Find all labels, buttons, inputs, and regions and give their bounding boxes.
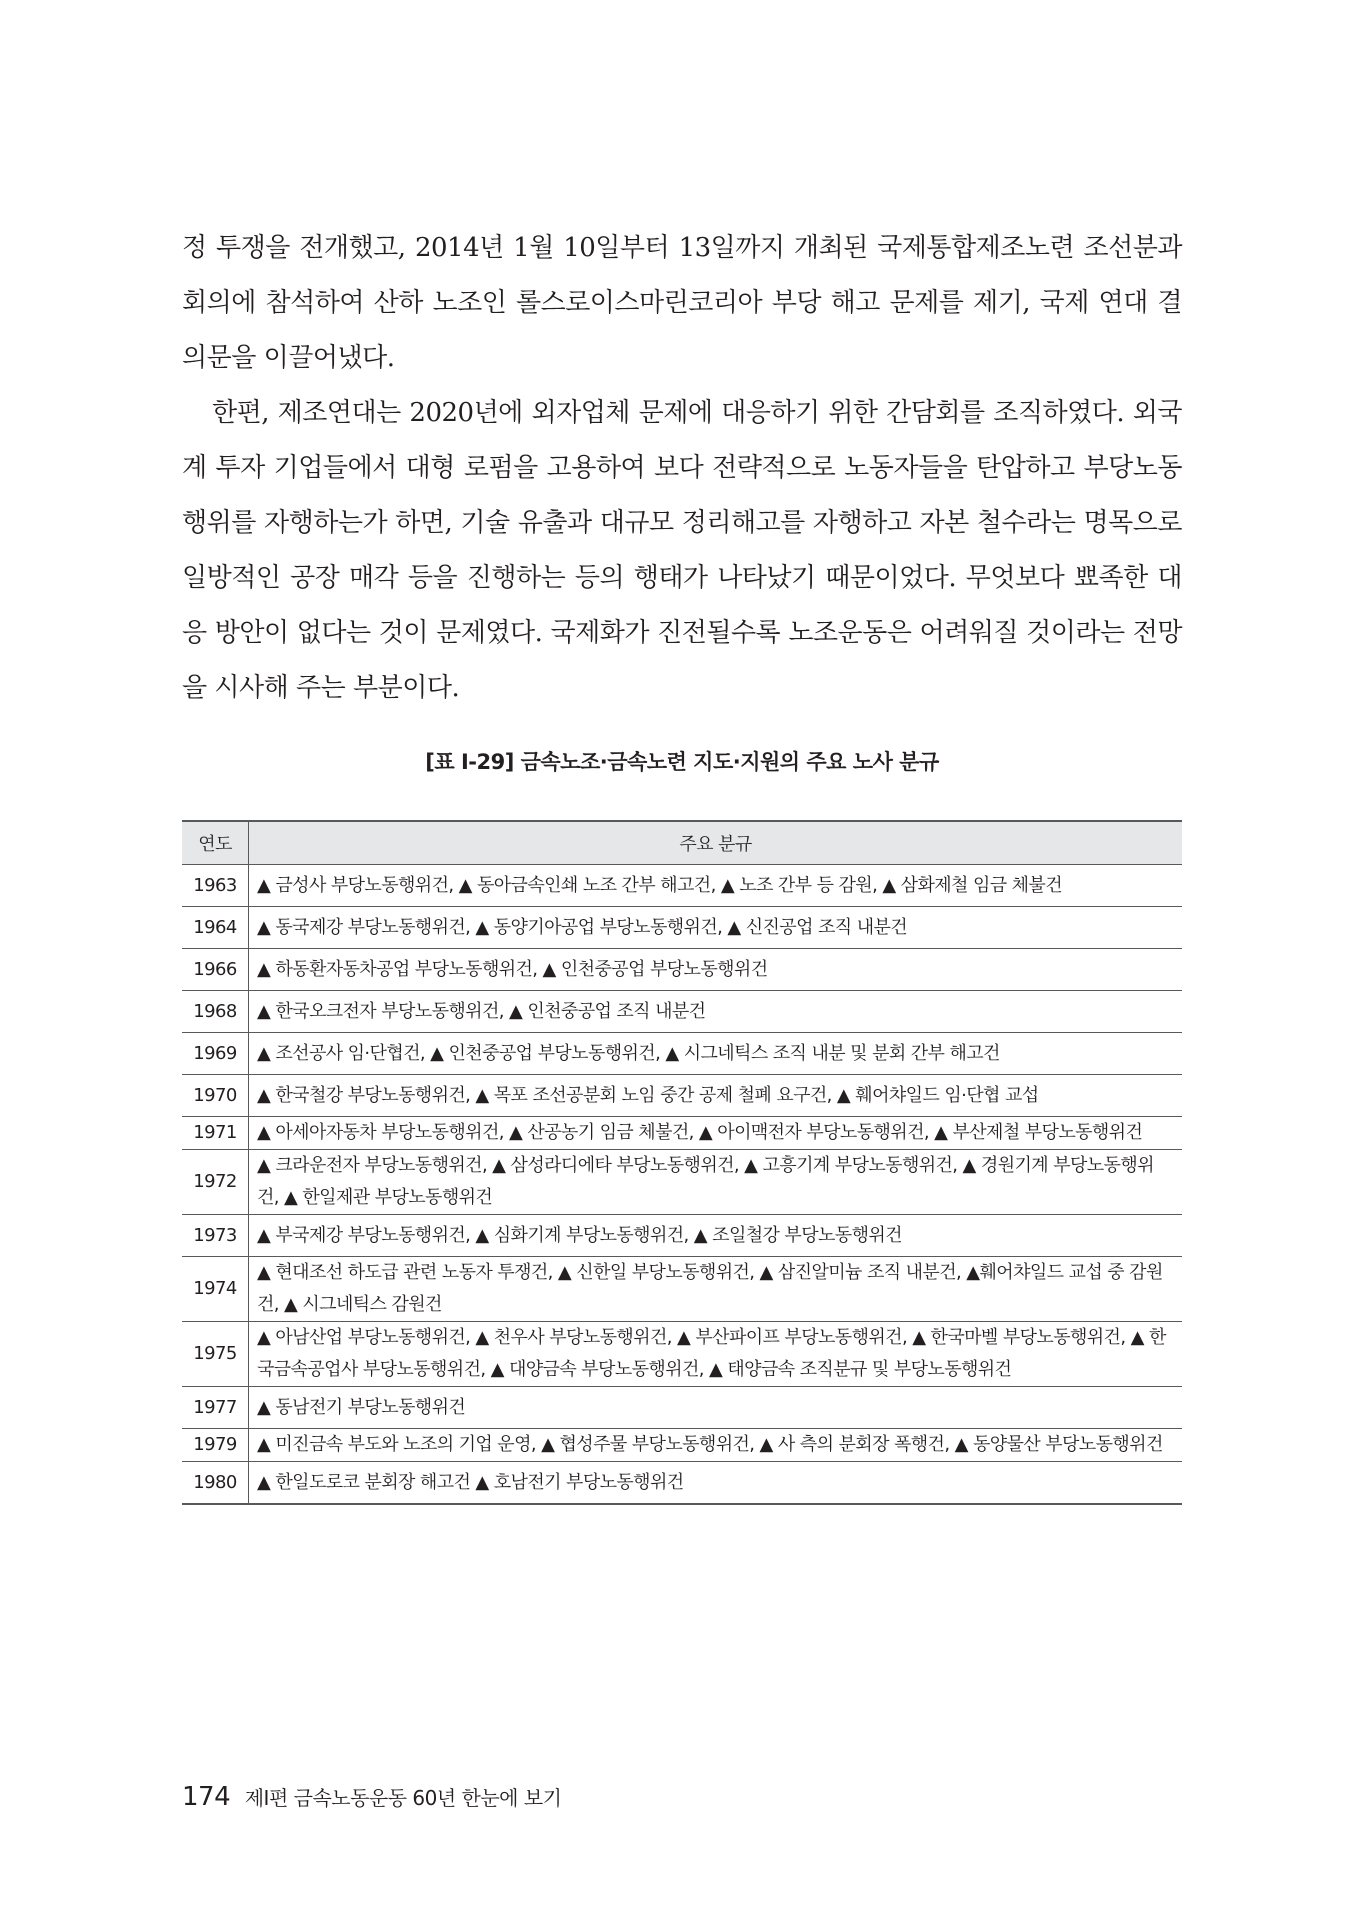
row-year: 1980 xyxy=(182,1462,249,1505)
row-disputes: ▲ 한일도로코 분회장 해고건 ▲ 호남전기 부당노동행위건 xyxy=(249,1462,1183,1505)
chapter-title: 제Ⅰ편 금속노동운동 60년 한눈에 보기 xyxy=(244,1786,562,1810)
row-disputes: ▲ 부국제강 부당노동행위건, ▲ 심화기계 부당노동행위건, ▲ 조일철강 부당노동행위건 xyxy=(249,1215,1183,1257)
page-number: 174 xyxy=(182,1782,231,1812)
row-disputes: ▲ 하동환자동차공업 부당노동행위건, ▲ 인천중공업 부당노동행위건 xyxy=(249,949,1183,991)
table-row xyxy=(182,1033,1182,1075)
table-row xyxy=(182,907,1182,949)
table-row xyxy=(182,949,1182,991)
paragraph-2: 한편, 제조연대는 2020년에 외자업체 문제에 대응하기 위한 간담회를 조직하였다. 외국계 투자 기업들에서 대형 로펌을 고용하여 보다 전략적으로 노동자들을 탄압하고 부당노동행위를 자행하는가 하면, 기술 유출과 대규모 정리해고를 자행하고 자본 철수라는 명목으로 일방적인 공장 매각 등을 진행하는 등의 행태가 나타났기 때문이었다. 무엇보다 뾰족한 대응 방안이 없다는 것이 문제였다. 국제화가 진전될수록 노조운동은 어려워질 것이라는 전망을 시사해 주는 부분이다. xyxy=(182,398,1182,703)
body-text xyxy=(182,221,1182,716)
row-disputes: ▲ 동국제강 부당노동행위건, ▲ 동양기아공업 부당노동행위건, ▲ 신진공업 조직 내분건 xyxy=(249,907,1183,949)
row-disputes: ▲ 한국철강 부당노동행위건, ▲ 목포 조선공분회 노임 중간 공제 철폐 요구건, ▲ 훼어챠일드 임·단협 교섭 xyxy=(249,1075,1183,1117)
row-disputes: ▲ 동남전기 부당노동행위건 xyxy=(249,1387,1183,1429)
table-caption: [표 Ⅰ-29] 금속노조·금속노련 지도·지원의 주요 노사 분규 xyxy=(425,750,939,774)
row-disputes: ▲ 조선공사 임·단협건, ▲ 인천중공업 부당노동행위건, ▲ 시그네틱스 조직 내분 및 분회 간부 해고건 xyxy=(249,1033,1183,1075)
header-disputes: 주요 분규 xyxy=(249,821,1183,865)
row-year: 1975 xyxy=(182,1322,249,1387)
table-row xyxy=(182,991,1182,1033)
table-row xyxy=(182,1429,1182,1462)
row-disputes: ▲ 아남산업 부당노동행위건, ▲ 천우사 부당노동행위건, ▲ 부산파이프 부당노동행위건, ▲ 한국마벨 부당노동행위건, ▲ 한국금속공업사 부당노동행위건, ▲ 대양금속 부당노동행위건, ▲ 태양금속 조직분규 및 부당노동행위건 xyxy=(249,1322,1183,1387)
table-row xyxy=(182,1322,1182,1387)
table-row xyxy=(182,1117,1182,1150)
table-header-row xyxy=(182,821,1182,865)
row-year: 1973 xyxy=(182,1215,249,1257)
row-year: 1969 xyxy=(182,1033,249,1075)
row-year: 1977 xyxy=(182,1387,249,1429)
row-disputes: ▲ 금성사 부당노동행위건, ▲ 동아금속인쇄 노조 간부 해고건, ▲ 노조 간부 등 감원, ▲ 삼화제철 임금 체불건 xyxy=(249,865,1183,907)
dispute-table xyxy=(182,820,1182,1505)
header-year: 연도 xyxy=(182,821,249,865)
row-disputes: ▲ 미진금속 부도와 노조의 기업 운영, ▲ 협성주물 부당노동행위건, ▲ 사 측의 분회장 폭행건, ▲ 동양물산 부당노동행위건 xyxy=(249,1429,1183,1462)
row-year: 1972 xyxy=(182,1150,249,1215)
table-row xyxy=(182,1257,1182,1322)
table-row xyxy=(182,1075,1182,1117)
row-year: 1963 xyxy=(182,865,249,907)
table-row xyxy=(182,865,1182,907)
row-year: 1968 xyxy=(182,991,249,1033)
table-row xyxy=(182,1150,1182,1215)
table-row xyxy=(182,1462,1182,1505)
row-disputes: ▲ 한국오크전자 부당노동행위건, ▲ 인천중공업 조직 내분건 xyxy=(249,991,1183,1033)
paragraph-1: 정 투쟁을 전개했고, 2014년 1월 10일부터 13일까지 개최된 국제통합제조노련 조선분과 회의에 참석하여 산하 노조인 롤스로이스마린코리아 부당 해고 문제를 제기, 국제 연대 결의문을 이끌어냈다. xyxy=(182,233,1182,373)
row-disputes: ▲ 크라운전자 부당노동행위건, ▲ 삼성라디에타 부당노동행위건, ▲ 고흥기계 부당노동행위건, ▲ 경원기계 부당노동행위건, ▲ 한일제관 부당노동행위건 xyxy=(249,1150,1183,1215)
row-disputes: ▲ 현대조선 하도급 관련 노동자 투쟁건, ▲ 신한일 부당노동행위건, ▲ 삼진알미늄 조직 내분건, ▲훼어챠일드 교섭 중 감원건, ▲ 시그네틱스 감원건 xyxy=(249,1257,1183,1322)
row-year: 1979 xyxy=(182,1429,249,1462)
row-year: 1966 xyxy=(182,949,249,991)
row-year: 1970 xyxy=(182,1075,249,1117)
row-year: 1964 xyxy=(182,907,249,949)
row-year: 1974 xyxy=(182,1257,249,1322)
row-disputes: ▲ 아세아자동차 부당노동행위건, ▲ 산공농기 임금 체불건, ▲ 아이맥전자 부당노동행위건, ▲ 부산제철 부당노동행위건 xyxy=(249,1117,1183,1150)
table-row xyxy=(182,1387,1182,1429)
table-row xyxy=(182,1215,1182,1257)
page-footer xyxy=(182,1782,562,1812)
row-year: 1971 xyxy=(182,1117,249,1150)
